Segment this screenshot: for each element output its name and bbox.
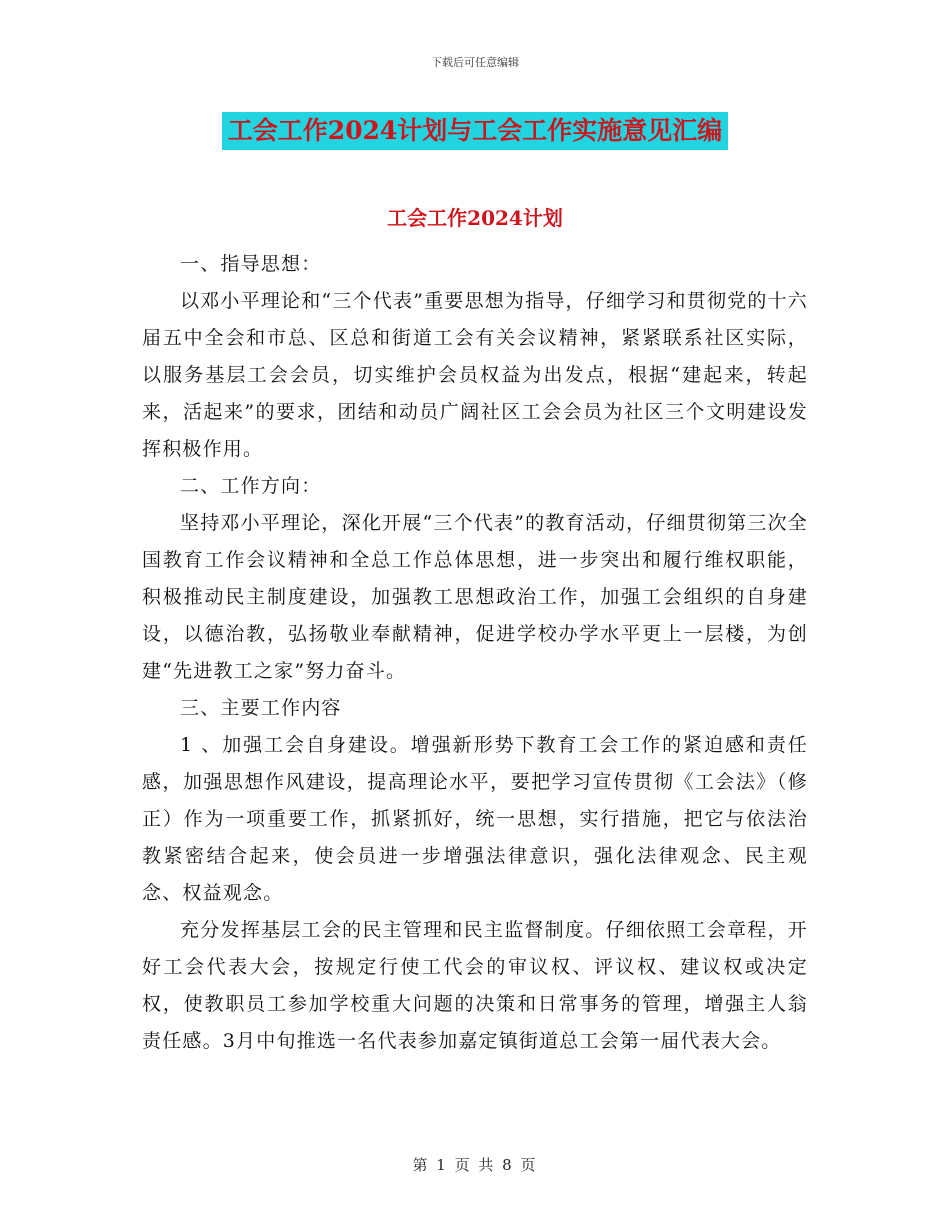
document-body	[142, 246, 808, 1060]
page-footer-indicator: 第 1 页 共 8 页	[412, 1156, 538, 1174]
document-sub-title: 工会工作2024计划	[387, 206, 563, 230]
paragraph-work-direction: 坚持邓小平理论，深化开展“三个代表”的教育活动，仔细贯彻第三次全国教育工作会议精神和全总工作总体思想，进一步突出和履行维权职能，积极推动民主制度建设，加强教工思想政治工作，加强工会组织的自身建设，以德治教，弘扬敬业奉献精神，促进学校办学水平更上一层楼，为创建“先进教工之家”努力奋斗。	[142, 512, 808, 682]
paragraph-guiding-ideology: 以邓小平理论和“三个代表”重要思想为指导，仔细学习和贯彻党的十六届五中全会和市总、区总和街道工会有关会议精神，紧紧联系社区实际，以服务基层工会会员，切实维护会员权益为出发点，根据“建起来，转起来，活起来”的要求，团结和动员广阔社区工会会员为社区三个文明建设发挥积极作用。	[142, 290, 808, 460]
section-heading-guiding-ideology: 一、指导思想：	[180, 253, 322, 275]
paragraph-democratic-management: 充分发挥基层工会的民主管理和民主监督制度。仔细依照工会章程，开好工会代表大会，按规定行使工代会的审议权、评议权、建议权或决定权，使教职员工参加学校重大问题的决策和日常事务的管理，增强主人翁责任感。3月中旬推选一名代表参加嘉定镇街道总工会第一届代表大会。	[142, 919, 808, 1052]
paragraph-self-construction: 1 、加强工会自身建设。增强新形势下教育工会工作的紧迫感和责任感，加强思想作风建设，提高理论水平，要把学习宣传贯彻《工会法》（修正）作为一项重要工作，抓紧抓好，统一思想，实行措施，把它与依法治教紧密结合起来，使会员进一步增强法律意识，强化法律观念、民主观念、权益观念。	[142, 734, 808, 904]
section-heading-work-direction: 二、工作方向：	[180, 475, 322, 497]
document-main-title: 工会工作2024计划与工会工作实施意见汇编	[222, 112, 729, 150]
page-header-note: 下载后可任意编辑	[431, 56, 519, 69]
main-title-container	[0, 112, 950, 150]
section-heading-main-content: 三、主要工作内容	[180, 697, 342, 719]
